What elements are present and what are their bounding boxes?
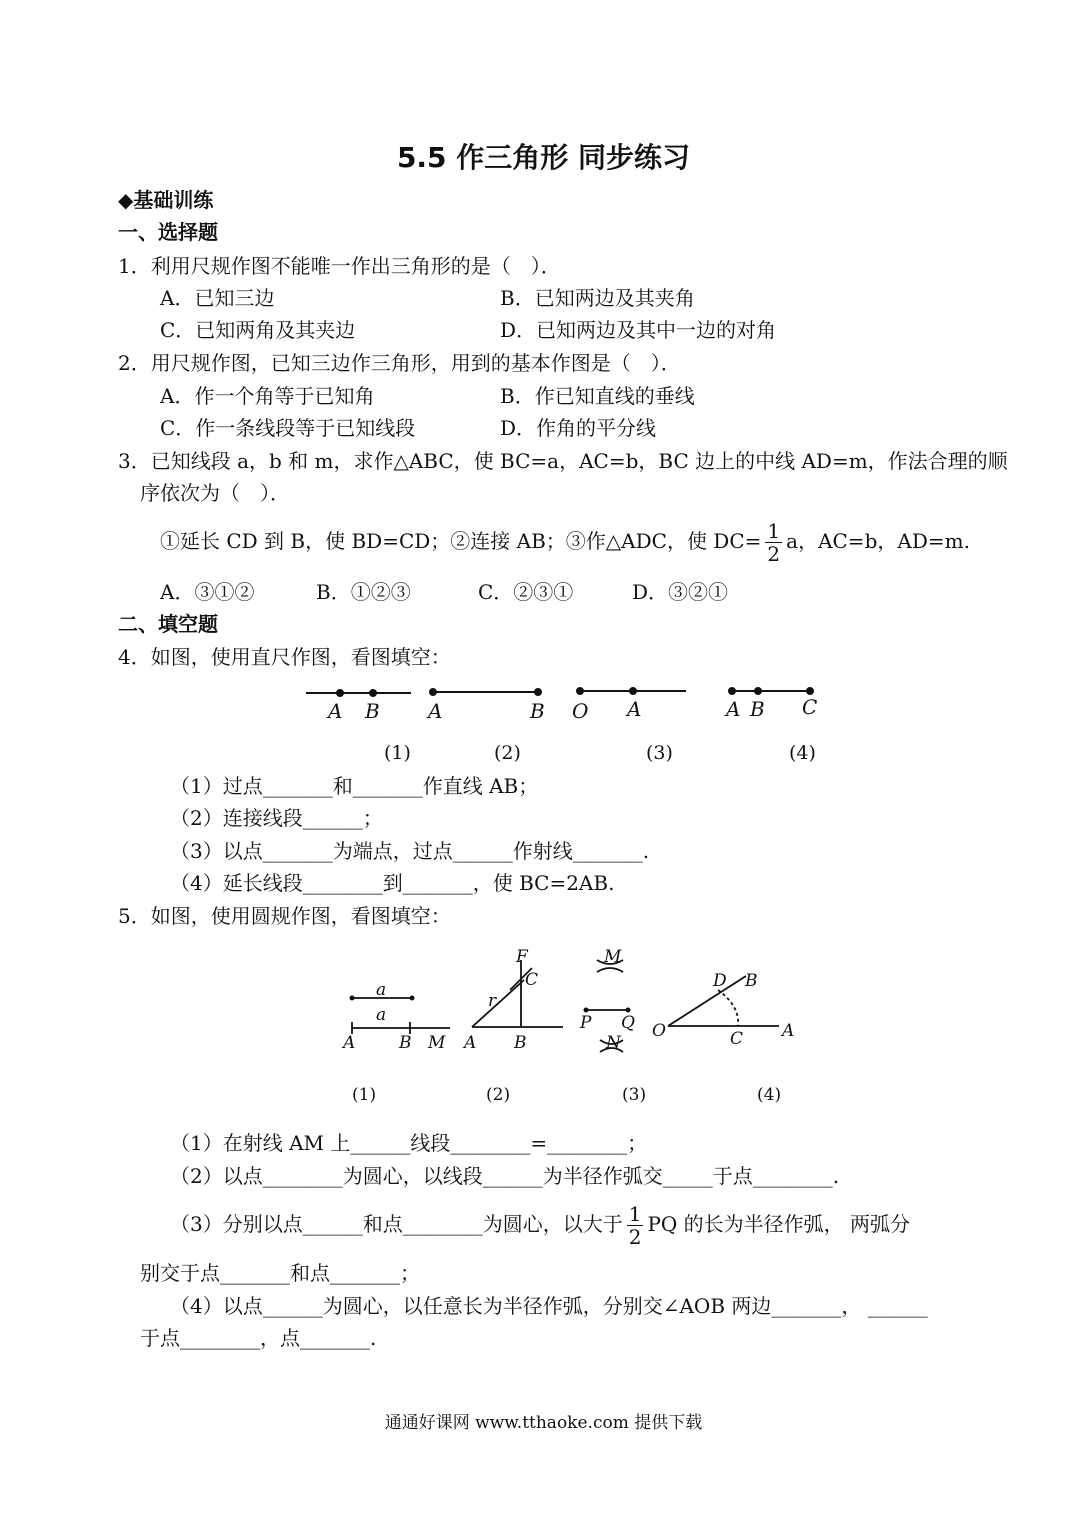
- q3-fraction: [765, 520, 782, 565]
- q4-fig2-point-a: [430, 689, 436, 695]
- q1-option-a: A．已知三边: [160, 286, 275, 310]
- q5-fig2-label-b: B: [514, 1033, 527, 1053]
- q2-stem: 2．用尺规作图，已知三边作三角形，用到的基本作图是（ ）．: [118, 351, 681, 375]
- q5-fig2-hypotenuse: [472, 980, 524, 1027]
- part-heading-choice: 一、选择题: [118, 220, 218, 244]
- q5-fraction: [627, 1203, 644, 1248]
- q4-blank-3: （3）以点_______为端点，过点______作射线_______.: [170, 839, 650, 863]
- q2-option-c: C．作一条线段等于已知线段: [160, 416, 416, 440]
- q5-blank-4-line2: 于点________，点_______.: [140, 1326, 377, 1350]
- q5-fig1-label-point-a: A: [343, 1033, 356, 1053]
- q4-fig2-point-b: [535, 689, 541, 695]
- q5-caption-3: (3): [622, 1085, 647, 1105]
- q5-fig4-label-d: D: [713, 971, 727, 991]
- q2-option-a: A．作一个角等于已知角: [160, 384, 375, 408]
- q4-fig4-point-c: [807, 688, 813, 694]
- q5-fig3-label-n: N: [606, 1033, 621, 1053]
- q5-fig1-label-point-b: B: [399, 1033, 412, 1053]
- q4-fig1-label-b: B: [365, 699, 380, 723]
- q1-option-b: B．已知两边及其夹角: [500, 286, 695, 310]
- footer-source: 通通好课网 www.tthaoke.com 提供下载: [384, 1413, 703, 1433]
- q5-fig3-arc-m2: [597, 968, 623, 972]
- q5-fig3-label-m: M: [604, 947, 622, 967]
- q5-fig1-label-a2: a: [376, 1005, 387, 1025]
- q5-fig2-label-c: C: [525, 970, 539, 990]
- q4-blank-4: （4）延长线段________到_______，使 BC=2AB.: [170, 871, 615, 895]
- q5-fig2-label-a: A: [464, 1033, 477, 1053]
- q5-fig4-side-ob: [668, 976, 746, 1026]
- q5-stem: 5．如图，使用圆规作图，看图填空：: [118, 904, 451, 928]
- q5-blank-3: [170, 1197, 910, 1251]
- q3-option-b: B．①②③: [316, 580, 411, 604]
- q3-steps-pre: ①延长 CD 到 B，使 BD=CD；②连接 AB；③作△ADC，使 DC=: [160, 529, 762, 553]
- q1-option-c: C．已知两角及其夹边: [160, 318, 356, 342]
- q5-blank-2: （2）以点________为圆心，以线段______为半径作弧交_____于点________.: [170, 1164, 840, 1188]
- q4-fig4-label-b: B: [750, 697, 765, 721]
- q5-blank-4-line1: （4）以点______为圆心，以任意长为半径作弧，分别交∠AOB 两边_______， ______: [170, 1294, 928, 1318]
- q5-figures: [0, 940, 1087, 1115]
- q5-fig1-label-a1: a: [376, 980, 387, 1000]
- section-heading-basic: ◆基础训练: [118, 188, 214, 212]
- q4-fig4-label-a: A: [726, 697, 741, 721]
- part-heading-fill: 二、填空题: [118, 612, 218, 636]
- q5-fig2-label-f: F: [516, 947, 528, 967]
- q2-option-b: B．作已知直线的垂线: [500, 384, 695, 408]
- q4-blank-1: （1）过点_______和_______作直线 AB；: [170, 774, 539, 798]
- q4-caption-1: (1): [384, 742, 411, 764]
- q1-option-d: D．已知两边及其中一边的对角: [500, 318, 777, 342]
- q5-s3-pre: （3）分别以点______和点________为圆心，以大于: [170, 1212, 623, 1236]
- q5-fig4-arc: [718, 990, 738, 1026]
- q5-fig3-label-q: Q: [621, 1013, 635, 1033]
- q5-fig4-label-a: A: [782, 1021, 795, 1041]
- q4-blank-2: （2）连接线段______；: [170, 806, 383, 830]
- q3-stem-line1: 3．已知线段 a，b 和 m，求作△ABC，使 BC=a，AC=b，BC 边上的中线 AD=m，作法合理的顺: [118, 449, 1008, 473]
- q4-fig2-label-a: A: [428, 699, 443, 723]
- q5-frac-num: 1: [628, 1202, 642, 1226]
- q3-frac-den: 2: [767, 542, 781, 566]
- q4-figures: [0, 675, 1087, 770]
- q4-fig4-label-c: C: [802, 695, 818, 719]
- q5-fig1-label-point-m: M: [428, 1033, 446, 1053]
- q3-option-d: D．③②①: [632, 580, 729, 604]
- q5-frac-den: 2: [628, 1225, 642, 1249]
- q5-caption-4: (4): [757, 1085, 782, 1105]
- q4-fig1-point-b: [370, 690, 376, 696]
- q3-option-c: C．②③①: [478, 580, 574, 604]
- q5-fig4-label-b: B: [745, 971, 758, 991]
- q3-steps-post: a，AC=b，AD=m.: [786, 529, 970, 553]
- q5-s3-post: PQ 的长为半径作弧， 两弧分: [647, 1212, 911, 1236]
- q4-stem: 4．如图，使用直尺作图，看图填空：: [118, 645, 451, 669]
- q5-caption-1: (1): [352, 1085, 377, 1105]
- q4-fig2-label-b: B: [530, 699, 545, 723]
- q5-fig2-label-r: r: [488, 991, 497, 1011]
- q4-caption-3: (3): [646, 742, 673, 764]
- q5-caption-2: (2): [486, 1085, 511, 1105]
- q4-caption-4: (4): [789, 742, 816, 764]
- q4-fig3-point-o: [577, 688, 583, 694]
- q5-fig4-label-c: C: [730, 1029, 744, 1049]
- q5-fig3-label-p: P: [580, 1013, 592, 1033]
- q3-option-a: A．③①②: [160, 580, 255, 604]
- q1-stem: 1．利用尺规作图不能唯一作出三角形的是（ ）．: [118, 254, 561, 278]
- q3-steps: [160, 514, 970, 568]
- q4-caption-2: (2): [494, 742, 521, 764]
- q4-fig3-label-a: A: [627, 697, 642, 721]
- q4-fig1-label-a: A: [328, 699, 343, 723]
- q4-fig3-label-o: O: [572, 699, 589, 723]
- page-title: 5.5 作三角形 同步练习: [396, 141, 691, 174]
- q2-option-d: D．作角的平分线: [500, 416, 657, 440]
- q3-frac-num: 1: [767, 519, 781, 543]
- q4-fig1-point-a: [337, 690, 343, 696]
- q5-blank-1: （1）在射线 AM 上______线段________=________；: [170, 1131, 648, 1155]
- q4-fig4-point-a: [729, 688, 735, 694]
- q3-stem-line2: 序依次为（ ）．: [140, 481, 290, 505]
- q5-fig4-label-o: O: [652, 1021, 666, 1041]
- q4-fig3-point-a: [630, 688, 636, 694]
- q4-fig4-point-b: [755, 688, 761, 694]
- q5-blank-3-line2: 别交于点_______和点_______；: [140, 1261, 420, 1285]
